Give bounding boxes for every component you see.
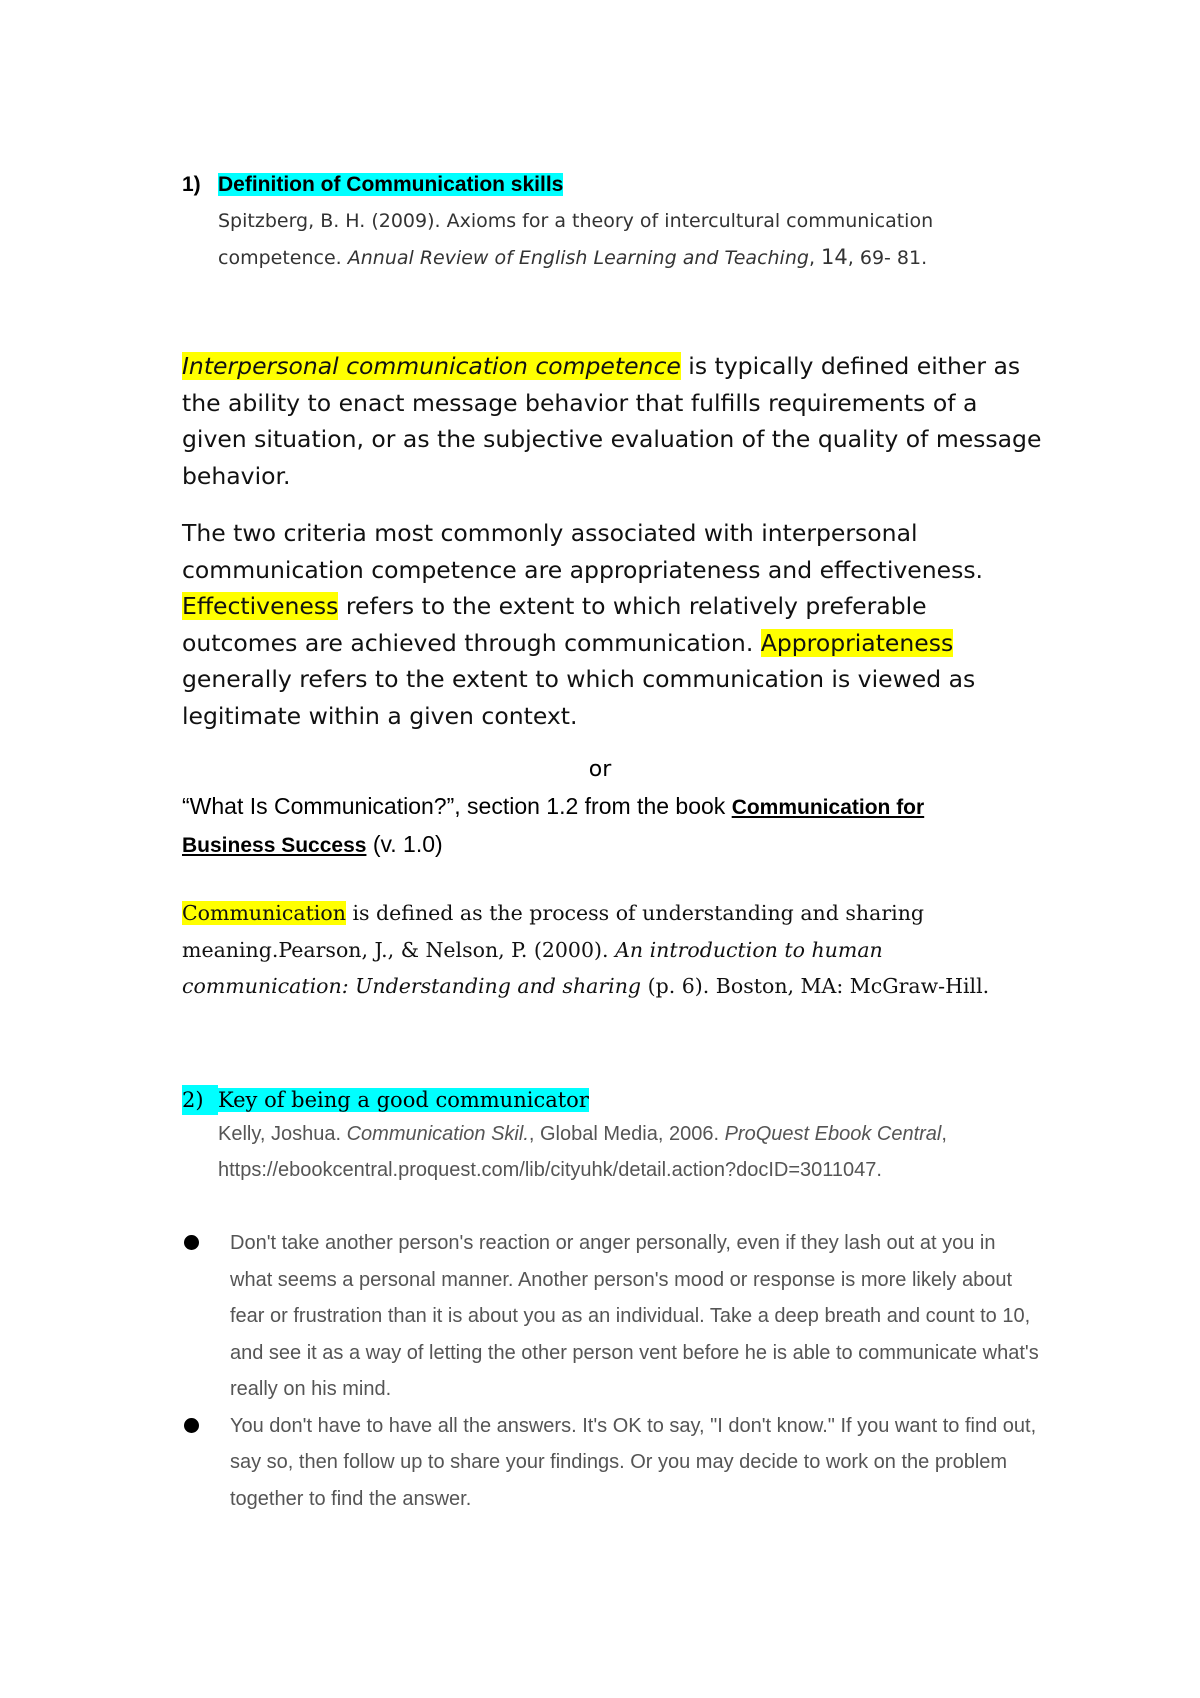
communication-definition [182,895,1022,1005]
citation-author: Kelly, Joshua. [218,1123,347,1145]
bullet-icon [184,1235,199,1250]
citation-pages: , 69- 81. [847,247,928,269]
section-2-heading [182,1085,589,1115]
section-1-title: Definition of Communication skills [218,173,564,196]
effectiveness-text: refers to the extent to which relatively preferable outcomes are achieved through communication. [182,592,927,657]
list-item [182,1408,1042,1518]
section-2-citation [218,1116,1018,1188]
definition-book: An introduction to human communication: Understanding and sharing [182,937,883,998]
citation-journal: Annual Review of English Learning and Teaching [347,247,809,269]
section-1-number: 1) [182,173,201,196]
definition-text: is defined as the process of understanding and sharing meaning.Pearson, J., & Nelson, P. (2000). [182,901,925,962]
competence-term: Interpersonal communication competence [182,352,681,380]
list-item [182,1225,1042,1408]
list-item-text: You don't have to have all the answers. It's OK to say, "I don't know." If you want to find out, say so, then follow up to share your findings. Or you may decide to work on the problem together to find the answer. [230,1414,1037,1510]
citation-source: ProQuest Ebook Central [724,1123,942,1145]
appropriateness-term: Appropriateness [760,628,954,657]
effectiveness-term: Effectiveness [182,592,339,620]
appropriateness-text: generally refers to the extent to which communication is viewed as legitimate within a given context. [182,665,976,730]
citation-volume: 14 [821,245,848,269]
bullet-icon [184,1418,199,1433]
criteria-paragraph [182,515,1042,734]
competence-text: is typically defined either as the ability to enact message behavior that fulfills requirements of a given situation, or as the subjective evaluation of the quality of message behavior. [182,352,1042,490]
book-version: (v. 1.0) [366,831,443,857]
book-title-link[interactable]: Communication for Business Success [182,796,925,857]
communication-term: Communication [182,901,346,925]
citation-separator: , [808,247,822,269]
or-separator: or [588,757,612,782]
definition-tail: (p. 6). Boston, MA: McGraw-Hill. [641,974,990,998]
citation-text: Spitzberg, B. H. (2009). Axioms for a theory of intercultural communication competence. [218,210,934,269]
citation-publisher: , Global Media, 2006. [528,1123,725,1145]
book-reference-prefix: “What Is Communication?”, section 1.2 from the book [182,793,732,819]
book-reference [182,788,1022,864]
citation-book: Communication Skil. [346,1123,529,1145]
citation-url[interactable]: , https://ebookcentral.proquest.com/lib/cityuhk/detail.action?docID=3011047. [218,1123,947,1181]
tips-list [182,1225,1042,1517]
section-2-number: 2) [182,1085,218,1115]
section-1-citation [218,203,978,276]
section-1-heading [182,170,563,200]
competence-paragraph [182,348,1042,494]
criteria-intro: The two criteria most commonly associated with interpersonal communication competence are appropriateness and effectiveness. [182,519,984,584]
list-item-text: Don't take another person's reaction or anger personally, even if they lash out at you in what seems a personal manner. Another person's mood or response is more likely about fear or frustration than it is about you as an individual. Take a deep breath and count to 10, and see it as a way of letting the other person vent before he is able to communicate what's really on his mind. [230,1232,1039,1400]
section-2-title: Key of being a good communicator [218,1088,589,1112]
